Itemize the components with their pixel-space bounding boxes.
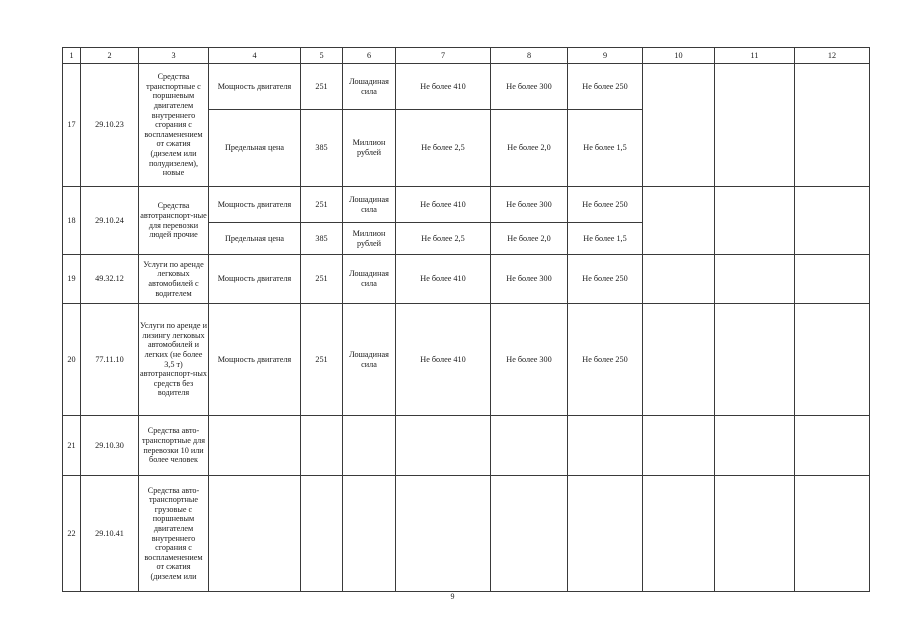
value-col8: Не более 2,0	[491, 223, 568, 255]
empty-cell	[301, 476, 343, 592]
empty-cell	[795, 416, 870, 476]
col-header: 12	[795, 48, 870, 64]
table-row	[63, 304, 870, 416]
empty-cell	[795, 64, 870, 187]
value-col8: Не более 300	[491, 304, 568, 416]
item-name: Услуги по аренде легковых автомобилей с водителем	[139, 255, 209, 304]
empty-cell	[643, 64, 715, 187]
okei-code: 251	[301, 304, 343, 416]
value-col7: Не более 2,5	[396, 110, 491, 187]
col-header: 9	[568, 48, 643, 64]
empty-cell	[396, 416, 491, 476]
characteristic: Предельная цена	[209, 223, 301, 255]
empty-cell	[795, 187, 870, 255]
unit-name: Лошадиная сила	[343, 187, 396, 223]
col-header: 5	[301, 48, 343, 64]
okei-code: 251	[301, 255, 343, 304]
empty-cell	[343, 416, 396, 476]
characteristic: Мощность двигателя	[209, 304, 301, 416]
unit-name: Лошадиная сила	[343, 64, 396, 110]
row-number: 22	[63, 476, 81, 592]
value-col9: Не более 250	[568, 304, 643, 416]
empty-cell	[209, 416, 301, 476]
okei-code: 251	[301, 64, 343, 110]
table-row	[63, 476, 870, 592]
table-row	[63, 416, 870, 476]
value-col7: Не более 2,5	[396, 223, 491, 255]
col-header: 1	[63, 48, 81, 64]
value-col8: Не более 300	[491, 255, 568, 304]
table-row	[63, 187, 870, 223]
value-col9: Не более 1,5	[568, 110, 643, 187]
col-header: 8	[491, 48, 568, 64]
value-col7: Не более 410	[396, 304, 491, 416]
value-col7: Не более 410	[396, 64, 491, 110]
col-header: 11	[715, 48, 795, 64]
characteristic: Предельная цена	[209, 110, 301, 187]
empty-cell	[643, 255, 715, 304]
characteristic: Мощность двигателя	[209, 255, 301, 304]
table-row	[63, 255, 870, 304]
empty-cell	[568, 476, 643, 592]
empty-cell	[643, 476, 715, 592]
item-name: Услуги по аренде и лизингу легковых автомобилей и легких (не более 3,5 т) автотранспорт-ных средств без водителя	[139, 304, 209, 416]
empty-cell	[643, 416, 715, 476]
empty-cell	[491, 476, 568, 592]
col-header: 7	[396, 48, 491, 64]
empty-cell	[491, 416, 568, 476]
okpd2-code: 29.10.30	[81, 416, 139, 476]
header-row	[63, 48, 870, 64]
empty-cell	[715, 64, 795, 187]
item-name: Средства авто-транспортные грузовые с поршневым двигателем внутреннего сгорания с воспламенением от сжатия (дизелем или	[139, 476, 209, 592]
unit-name: Миллион рублей	[343, 110, 396, 187]
unit-name: Миллион рублей	[343, 223, 396, 255]
empty-cell	[715, 476, 795, 592]
value-col8: Не более 300	[491, 187, 568, 223]
item-name: Средства автотранспорт-ные для перевозки людей прочие	[139, 187, 209, 255]
okpd2-code: 77.11.10	[81, 304, 139, 416]
unit-name: Лошадиная сила	[343, 255, 396, 304]
unit-name: Лошадиная сила	[343, 304, 396, 416]
col-header: 6	[343, 48, 396, 64]
value-col8: Не более 2,0	[491, 110, 568, 187]
value-col9: Не более 250	[568, 64, 643, 110]
empty-cell	[795, 476, 870, 592]
regulations-table	[62, 47, 870, 592]
empty-cell	[568, 416, 643, 476]
value-col7: Не более 410	[396, 187, 491, 223]
col-header: 10	[643, 48, 715, 64]
okpd2-code: 49.32.12	[81, 255, 139, 304]
value-col8: Не более 300	[491, 64, 568, 110]
okei-code: 251	[301, 187, 343, 223]
okpd2-code: 29.10.23	[81, 64, 139, 187]
row-number: 18	[63, 187, 81, 255]
row-number: 20	[63, 304, 81, 416]
empty-cell	[343, 476, 396, 592]
empty-cell	[715, 187, 795, 255]
empty-cell	[715, 255, 795, 304]
empty-cell	[715, 416, 795, 476]
okpd2-code: 29.10.41	[81, 476, 139, 592]
value-col9: Не более 1,5	[568, 223, 643, 255]
characteristic: Мощность двигателя	[209, 187, 301, 223]
col-header: 4	[209, 48, 301, 64]
empty-cell	[301, 416, 343, 476]
value-col7: Не более 410	[396, 255, 491, 304]
item-name: Средства авто-транспортные для перевозки 10 или более человек	[139, 416, 209, 476]
okei-code: 385	[301, 223, 343, 255]
empty-cell	[396, 476, 491, 592]
empty-cell	[643, 187, 715, 255]
page-number: 9	[450, 592, 455, 601]
okpd2-code: 29.10.24	[81, 187, 139, 255]
row-number: 17	[63, 64, 81, 187]
okei-code: 385	[301, 110, 343, 187]
row-number: 19	[63, 255, 81, 304]
empty-cell	[643, 304, 715, 416]
row-number: 21	[63, 416, 81, 476]
col-header: 2	[81, 48, 139, 64]
item-name: Средства транспортные с поршневым двигателем внутреннего сгорания с воспламенением от сжатия (дизелем или полудизелем), новые	[139, 64, 209, 187]
table-row	[63, 64, 870, 110]
empty-cell	[209, 476, 301, 592]
value-col9: Не более 250	[568, 187, 643, 223]
empty-cell	[795, 255, 870, 304]
col-header: 3	[139, 48, 209, 64]
value-col9: Не более 250	[568, 255, 643, 304]
empty-cell	[795, 304, 870, 416]
characteristic: Мощность двигателя	[209, 64, 301, 110]
empty-cell	[715, 304, 795, 416]
